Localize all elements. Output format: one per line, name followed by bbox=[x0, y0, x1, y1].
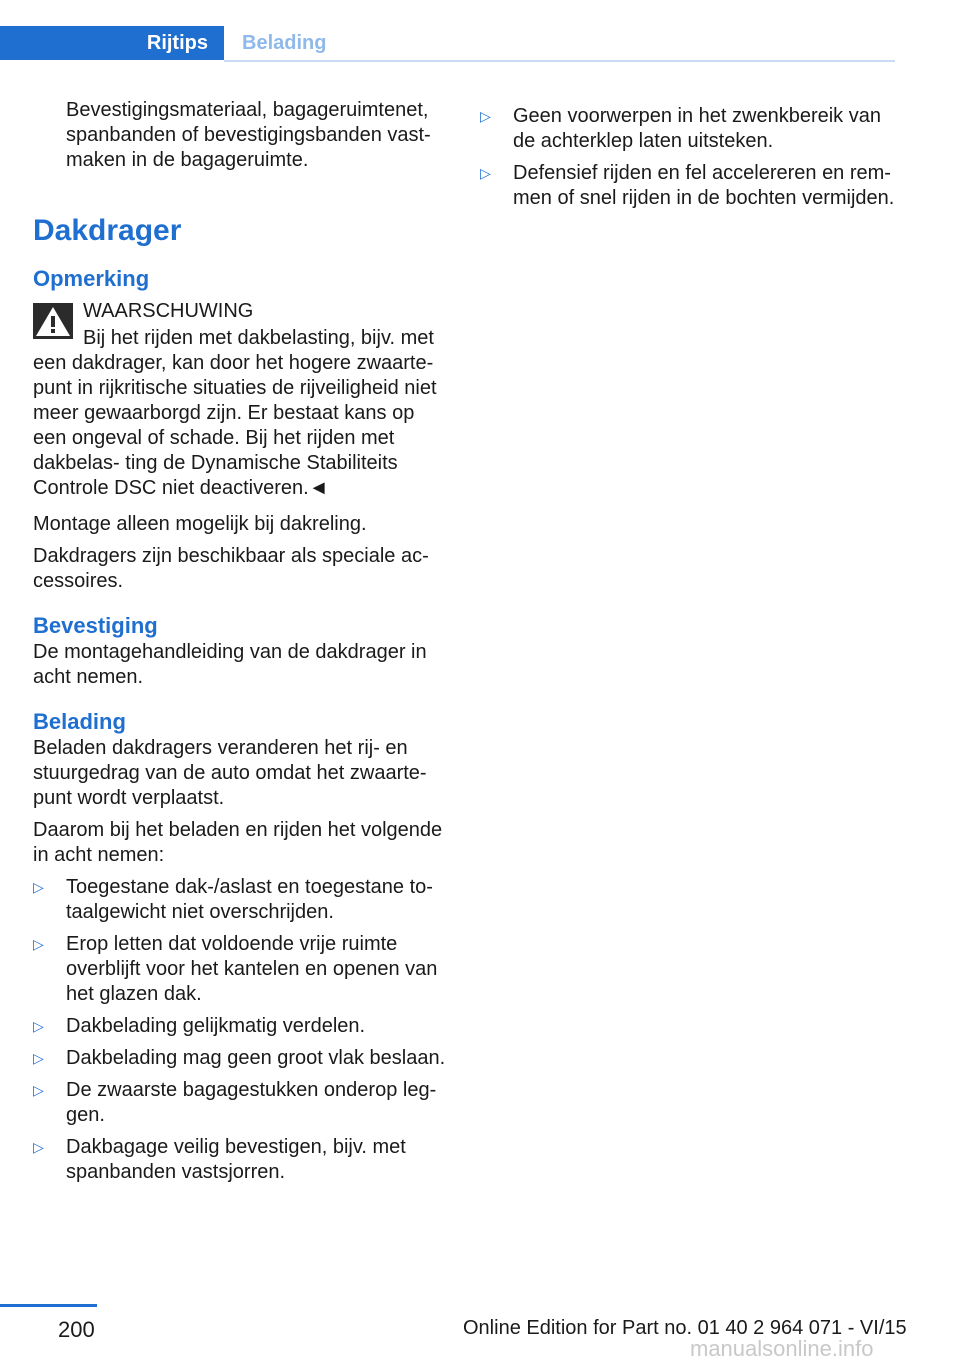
list-item-text: Dakbelading gelijkmatig verdelen. bbox=[66, 1015, 366, 1037]
list-item bbox=[33, 1046, 448, 1071]
right-column bbox=[480, 104, 900, 218]
belading-paragraph-2: Daarom bij het beladen en rijden het volgende in acht nemen: bbox=[33, 819, 443, 866]
list-item bbox=[480, 161, 900, 211]
page-header bbox=[0, 0, 895, 62]
mounting-paragraph: Montage alleen mogelijk bij dakreling. bbox=[33, 513, 367, 535]
list-item-text: Dakbagage veilig bevestigen, bijv. met spanbanden vastsjorren. bbox=[66, 1136, 406, 1183]
triangle-bullet-icon: ▷ bbox=[33, 879, 44, 895]
belading-list bbox=[33, 875, 448, 1185]
triangle-bullet-icon: ▷ bbox=[480, 108, 491, 124]
edition-text: Online Edition for Part no. 01 40 2 964 071 - VI/15 bbox=[463, 1317, 907, 1339]
list-item bbox=[33, 875, 448, 925]
bevestiging-heading: Bevestiging bbox=[33, 613, 158, 638]
triangle-bullet-icon: ▷ bbox=[480, 165, 491, 181]
tab-rijtips[interactable] bbox=[0, 26, 224, 60]
list-item-text: De zwaarste bagagestukken onderop leg‐ gen. bbox=[66, 1079, 437, 1126]
triangle-bullet-icon: ▷ bbox=[33, 936, 44, 952]
list-item bbox=[33, 932, 448, 1007]
tab-belading[interactable] bbox=[224, 26, 895, 60]
list-item bbox=[33, 1135, 448, 1185]
warning-text: een dakdrager, kan door het hogere zwaarte‐ punt in rijkritische situaties de rijveiligheid niet meer gewaarborgd zijn. Er bestaat kans op een ongeval of schade. Bij het rijden met dakbelas‐ ting de Dynamische Stabiliteits Controle DSC niet deactiveren.◄ bbox=[33, 352, 437, 499]
warning-triangle-icon bbox=[33, 303, 73, 339]
footer-divider bbox=[0, 1304, 97, 1307]
watermark: manualsonline.info bbox=[690, 1336, 874, 1361]
note-heading: Opmerking bbox=[33, 266, 150, 291]
list-item bbox=[33, 1014, 448, 1039]
list-item bbox=[480, 104, 900, 154]
tab-rijtips-label: Rijtips bbox=[146, 31, 208, 54]
left-column bbox=[33, 98, 448, 1192]
warning-line-1: Bij het rijden met dakbelasting, bijv. met bbox=[83, 327, 434, 349]
intro-paragraph: Bevestigingsmateriaal, bagageruimtenet, spanbanden of bevestigingsbanden vast‐ maken in de bagageruimte. bbox=[66, 99, 431, 171]
list-item-text: Toegestane dak-/aslast en toegestane to‐ taalgewicht niet overschrijden. bbox=[66, 876, 433, 923]
bevestiging-paragraph: De montagehandleiding van de dakdrager in acht nemen. bbox=[33, 641, 427, 688]
warning-title: WAARSCHUWING bbox=[83, 300, 254, 322]
belading-paragraph: Beladen dakdragers veranderen het rij- en stuurgedrag van de auto omdat het zwaarte‐ punt wordt verplaatst. bbox=[33, 737, 427, 809]
list-item-text: Erop letten dat voldoende vrije ruimte overblijft voor het kantelen en openen van het glazen dak. bbox=[66, 933, 438, 1005]
tab-belading-label: Belading bbox=[242, 31, 327, 54]
accessories-paragraph: Dakdragers zijn beschikbaar als speciale ac‐ cessoires. bbox=[33, 545, 429, 592]
list-item-text: Dakbelading mag geen groot vlak beslaan. bbox=[66, 1047, 446, 1069]
warning-block bbox=[33, 299, 448, 501]
triangle-bullet-icon: ▷ bbox=[33, 1082, 44, 1098]
header-divider bbox=[224, 60, 895, 62]
triangle-bullet-icon: ▷ bbox=[33, 1018, 44, 1034]
triangle-bullet-icon: ▷ bbox=[33, 1139, 44, 1155]
section-title: Dakdrager bbox=[33, 214, 182, 247]
page-number: 200 bbox=[58, 1317, 95, 1342]
right-list bbox=[480, 104, 900, 211]
triangle-bullet-icon: ▷ bbox=[33, 1050, 44, 1066]
list-item-text: Geen voorwerpen in het zwenkbereik van de achterklep laten uitsteken. bbox=[513, 105, 881, 152]
list-item-text: Defensief rijden en fel accelereren en rem‐ men of snel rijden in de bochten vermijden. bbox=[513, 162, 895, 209]
list-item bbox=[33, 1078, 448, 1128]
belading-heading: Belading bbox=[33, 709, 126, 734]
